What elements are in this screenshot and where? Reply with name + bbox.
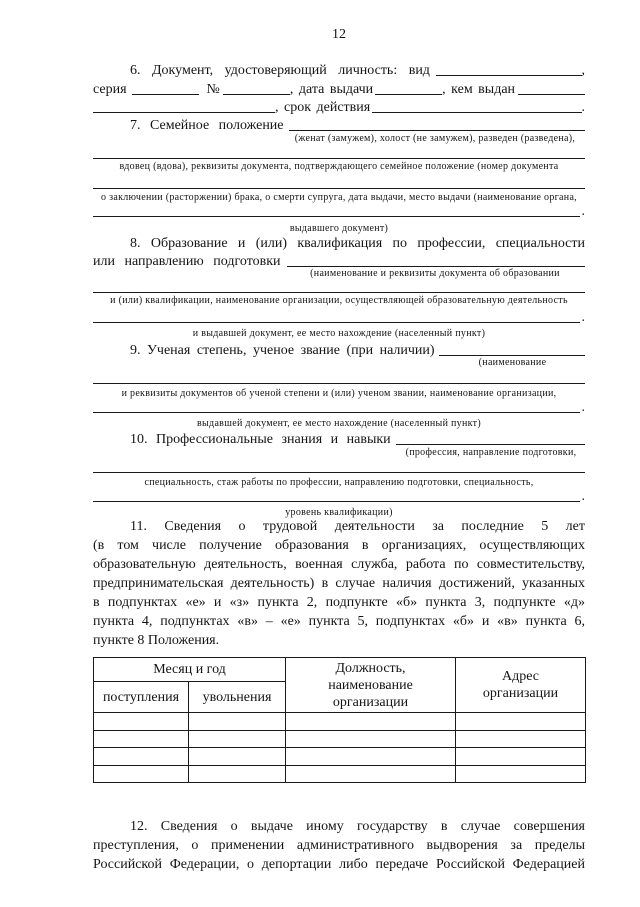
section-9-last-line [93,399,585,417]
table-cell [94,748,189,766]
section-12-line: 12. Сведения о выдаче иному государству в случае совершения [130,819,585,834]
field-caption: (наименование [478,357,547,368]
section-10-label: 10. Профессиональные знания и навыки [130,432,391,447]
section-7-last-line [93,203,585,221]
blank-underline [93,399,580,413]
table-row [94,713,586,731]
blank-underline [93,203,580,217]
punctuation-period: . [581,489,585,504]
punctuation-period: . [581,310,585,325]
section-11-line: в подпунктах «е» и «з» пункта 2, подпункте «б» пункта 3, подпункте «д» [93,595,585,610]
professional-skills-blank [396,431,585,445]
number-blank [223,81,290,95]
header-start-date: поступления [94,682,189,713]
section-12-line: Российской Федерации, о депортации либо передаче Российской Федерацией [93,857,585,872]
header-month-year: Месяц и год [94,658,286,682]
blank-line [93,158,585,159]
field-caption: (женат (замужем), холост (не замужем), разведен (разведена), [294,133,576,144]
series-label: серия [93,82,127,97]
issue-date-blank [375,81,442,95]
punctuation-comma: , [581,63,585,78]
section-12-line: преступления, о применении административного выдворения за пределы [93,838,585,853]
series-blank [132,81,199,95]
table-cell [456,748,586,766]
table-cell [94,731,189,748]
section-11-line: 11. Сведения о трудовой деятельности за последние 5 лет [130,519,585,534]
section-10-last-line [93,488,585,506]
table-cell [286,713,456,731]
section-9-label: 9. Ученая степень, ученое звание (при наличии) [130,343,435,358]
number-label: № [206,82,220,97]
table-row [94,731,586,748]
table-row [94,748,586,766]
section-6-line-1 [130,62,585,80]
field-caption: специальность, стаж работы по профессии, направлению подготовки, специальность, [144,477,534,488]
table-cell [456,731,586,748]
issued-by-blank [518,81,585,95]
table-cell [286,748,456,766]
header-address-line: организации [482,686,559,701]
table-cell [189,713,286,731]
section-8-last-line [93,309,585,327]
field-caption: (профессия, направление подготовки, [405,447,577,458]
field-caption: и выдавшей документ, ее место нахождение (населенный пункт) [192,328,486,339]
section-7-label: 7. Семейное положение [130,118,284,133]
work-history-table [93,657,586,783]
field-caption: выдавшей документ, ее место нахождение (населенный пункт) [197,418,481,429]
field-caption: вдовец (вдова), реквизиты документа, подтверждающего семейное положение (номер документа [119,161,559,172]
education-blank [287,253,585,267]
validity-label: , срок действия [275,100,371,115]
section-6-line-3 [93,99,585,117]
section-6-line-2 [93,81,585,99]
page-number: 12 [332,27,346,42]
header-position [286,658,456,713]
table-cell [286,731,456,748]
table-cell [94,766,189,783]
punctuation-period: . [581,100,585,115]
issue-date-label: , дата выдачи [289,82,374,97]
table-cell [189,766,286,783]
section-11-line: образовательную деятельность, военная служба, работа по совместительству, [93,557,585,572]
punctuation-period: . [581,400,585,415]
header-position-line: Должность, [335,660,406,676]
header-position-line: организации [332,694,409,710]
marital-status-blank [289,117,585,131]
section-8-label-line-1: 8. Образование и (или) квалификация по профессии, специальности [130,236,585,251]
blank-line [93,383,585,384]
blank-underline [93,309,580,323]
section-8-label-line-2: или направлению подготовки [93,254,281,269]
header-end-date: увольнения [189,682,286,713]
issued-by-blank-continued [93,99,275,113]
validity-blank [372,99,581,113]
issued-by-label: , кем выдан [442,82,516,97]
table-cell [94,713,189,731]
section-11-line: предпринимательская деятельность) в случае наличия достижений, указанных [93,576,585,591]
field-caption: выдавшего документ) [289,223,389,234]
blank-line [93,188,585,189]
table-header-row [94,658,586,682]
table-cell [189,731,286,748]
section-11-line: (в том числе получение образования в организациях, осуществляющих [93,538,585,553]
table-cell [189,748,286,766]
punctuation-period: . [581,204,585,219]
field-caption: о заключении (расторжении) брака, о смерти супруга, дата выдачи, место выдачи (наименование органа, [100,192,577,203]
document-type-blank [436,62,582,76]
field-caption: (наименование и реквизиты документа об образовании [310,268,560,279]
table-cell [286,766,456,783]
header-position-line: наименование [328,677,413,693]
field-caption: и (или) квалификации, наименование организации, осуществляющей образовательную деятельность [110,295,568,306]
blank-line [93,292,585,293]
field-caption: и реквизиты документов об ученой степени и (или) ученом звании, наименование организации, [121,388,557,399]
academic-degree-blank [439,342,585,356]
section-11-line: пункте 8 Положения. [93,633,220,648]
section-6-label: 6. Документ, удостоверяющий личность: вид [130,63,430,78]
blank-line [93,472,585,473]
blank-underline [93,488,580,502]
header-address-line: Адрес [502,669,540,684]
table-row [94,766,586,783]
header-address [456,658,586,713]
table-cell [456,766,586,783]
section-11-line: пункта 4, подпунктах «в» – «е» пункта 5, подпунктах «б» и «в» пункта 6, [93,614,585,629]
field-caption: уровень квалификации) [285,507,393,518]
table-cell [456,713,586,731]
